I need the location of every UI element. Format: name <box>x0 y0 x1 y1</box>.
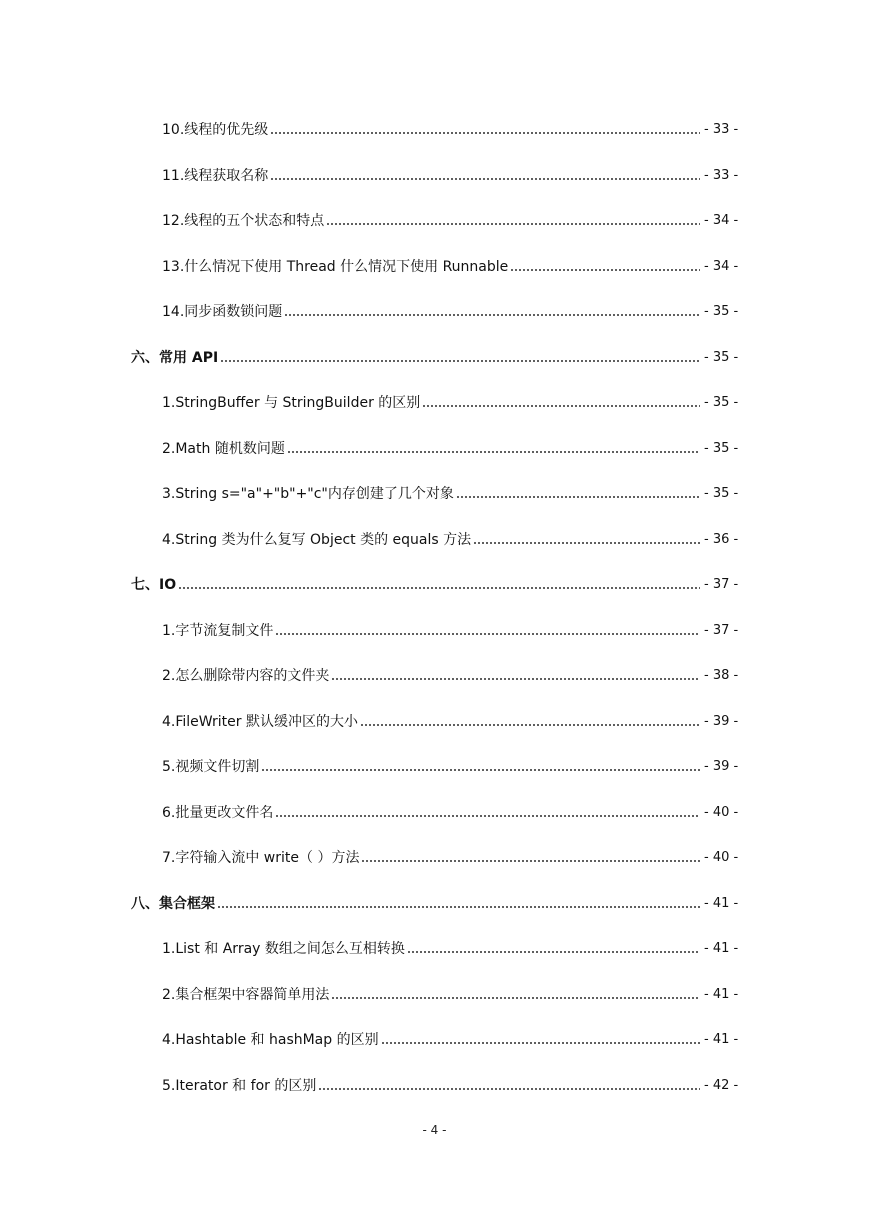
toc-entry-page: - 35 - <box>704 350 739 365</box>
toc-entry-label: 10.线程的优先级 <box>162 122 269 138</box>
toc-entry-page: - 37 - <box>704 577 739 592</box>
toc-entry[interactable] <box>162 527 739 549</box>
toc-entry-label: 12.线程的五个状态和特点 <box>162 213 325 229</box>
toc-entry[interactable] <box>162 1073 739 1095</box>
toc-entry[interactable] <box>162 299 739 321</box>
toc-section-heading[interactable] <box>131 345 739 367</box>
toc-entry-label: 1.StringBuffer 与 StringBuilder 的区别 <box>162 395 421 411</box>
toc-entry-page: - 42 - <box>704 1078 739 1093</box>
toc-entry-label: 13.什么情况下使用 Thread 什么情况下使用 Runnable <box>162 259 509 275</box>
toc-entry-page: - 34 - <box>704 259 739 274</box>
dot-leader <box>473 541 700 545</box>
dot-leader <box>270 131 700 135</box>
toc-section-label: 六、常用 API <box>131 350 219 366</box>
toc-entry[interactable] <box>162 390 739 412</box>
dot-leader <box>360 723 700 727</box>
toc-entry[interactable] <box>162 254 739 276</box>
toc-entry-page: - 33 - <box>704 168 739 183</box>
toc-entry-page: - 39 - <box>704 759 739 774</box>
toc-entry-page: - 41 - <box>704 941 739 956</box>
toc-entry-page: - 35 - <box>704 395 739 410</box>
dot-leader <box>217 905 700 909</box>
toc-entry-label: 6.批量更改文件名 <box>162 805 274 821</box>
dot-leader <box>361 859 700 863</box>
toc-entry-label: 2.Math 随机数问题 <box>162 441 285 457</box>
toc-entry-page: - 39 - <box>704 714 739 729</box>
toc-entry-label: 4.String 类为什么复写 Object 类的 equals 方法 <box>162 532 472 548</box>
toc-entry-page: - 40 - <box>704 850 739 865</box>
toc-entry[interactable] <box>162 1027 739 1049</box>
dot-leader <box>331 996 700 1000</box>
dot-leader <box>220 359 700 363</box>
toc-entry-label: 3.String s="a"+"b"+"c"内存创建了几个对象 <box>162 486 454 502</box>
toc-entry[interactable] <box>162 845 739 867</box>
toc-entry-label: 4.FileWriter 默认缓冲区的大小 <box>162 714 358 730</box>
toc-entry-label: 1.字节流复制文件 <box>162 623 274 639</box>
toc-entry-page: - 35 - <box>704 441 739 456</box>
dot-leader <box>275 814 700 818</box>
toc-section-label: 七、IO <box>131 577 177 593</box>
toc-entry-page: - 37 - <box>704 623 739 638</box>
dot-leader <box>407 950 700 954</box>
toc-entry-page: - 33 - <box>704 122 739 137</box>
dot-leader <box>270 177 700 181</box>
toc-section-heading[interactable] <box>131 891 739 913</box>
toc-entry-label: 5.视频文件切割 <box>162 759 260 775</box>
toc-entry-page: - 35 - <box>704 304 739 319</box>
toc-entry[interactable] <box>162 436 739 458</box>
toc-entry-page: - 41 - <box>704 896 739 911</box>
dot-leader <box>261 768 700 772</box>
toc-entry-page: - 41 - <box>704 1032 739 1047</box>
toc-entry[interactable] <box>162 618 739 640</box>
dot-leader <box>331 677 700 681</box>
dot-leader <box>422 404 700 408</box>
toc-entry-page: - 40 - <box>704 805 739 820</box>
toc-entry[interactable] <box>162 936 739 958</box>
toc-entry-page: - 38 - <box>704 668 739 683</box>
toc-section-heading[interactable] <box>131 572 739 594</box>
toc-entry-label: 4.Hashtable 和 hashMap 的区别 <box>162 1032 379 1048</box>
toc-entry-label: 7.字符输入流中 write（ ）方法 <box>162 850 360 866</box>
toc-entry-label: 14.同步函数锁问题 <box>162 304 283 320</box>
toc-entry-page: - 36 - <box>704 532 739 547</box>
toc-entry-page: - 34 - <box>704 213 739 228</box>
toc-section-label: 八、集合框架 <box>131 896 215 912</box>
dot-leader <box>510 268 700 272</box>
dot-leader <box>318 1087 700 1091</box>
toc-entry[interactable] <box>162 117 739 139</box>
dot-leader <box>456 495 700 499</box>
toc-entry-label: 2.集合框架中容器简单用法 <box>162 987 330 1003</box>
toc-entry[interactable] <box>162 481 739 503</box>
toc-entry[interactable] <box>162 663 739 685</box>
toc-entry[interactable] <box>162 709 739 731</box>
toc-entry-page: - 41 - <box>704 987 739 1002</box>
toc-entry-page: - 35 - <box>704 486 739 501</box>
toc-entry-label: 5.Iterator 和 for 的区别 <box>162 1078 317 1094</box>
dot-leader <box>381 1041 700 1045</box>
toc-entry[interactable] <box>162 208 739 230</box>
toc-entry[interactable] <box>162 754 739 776</box>
dot-leader <box>326 222 700 226</box>
toc-entry-label: 2.怎么删除带内容的文件夹 <box>162 668 330 684</box>
toc-entry[interactable] <box>162 800 739 822</box>
dot-leader <box>275 632 700 636</box>
toc-entry[interactable] <box>162 982 739 1004</box>
dot-leader <box>284 313 700 317</box>
dot-leader <box>178 586 700 590</box>
toc-entry-label: 11.线程获取名称 <box>162 168 269 184</box>
dot-leader <box>287 450 700 454</box>
toc-entry[interactable] <box>162 163 739 185</box>
page-number-footer: - 4 - <box>422 1123 447 1137</box>
toc-entry-label: 1.List 和 Array 数组之间怎么互相转换 <box>162 941 405 957</box>
